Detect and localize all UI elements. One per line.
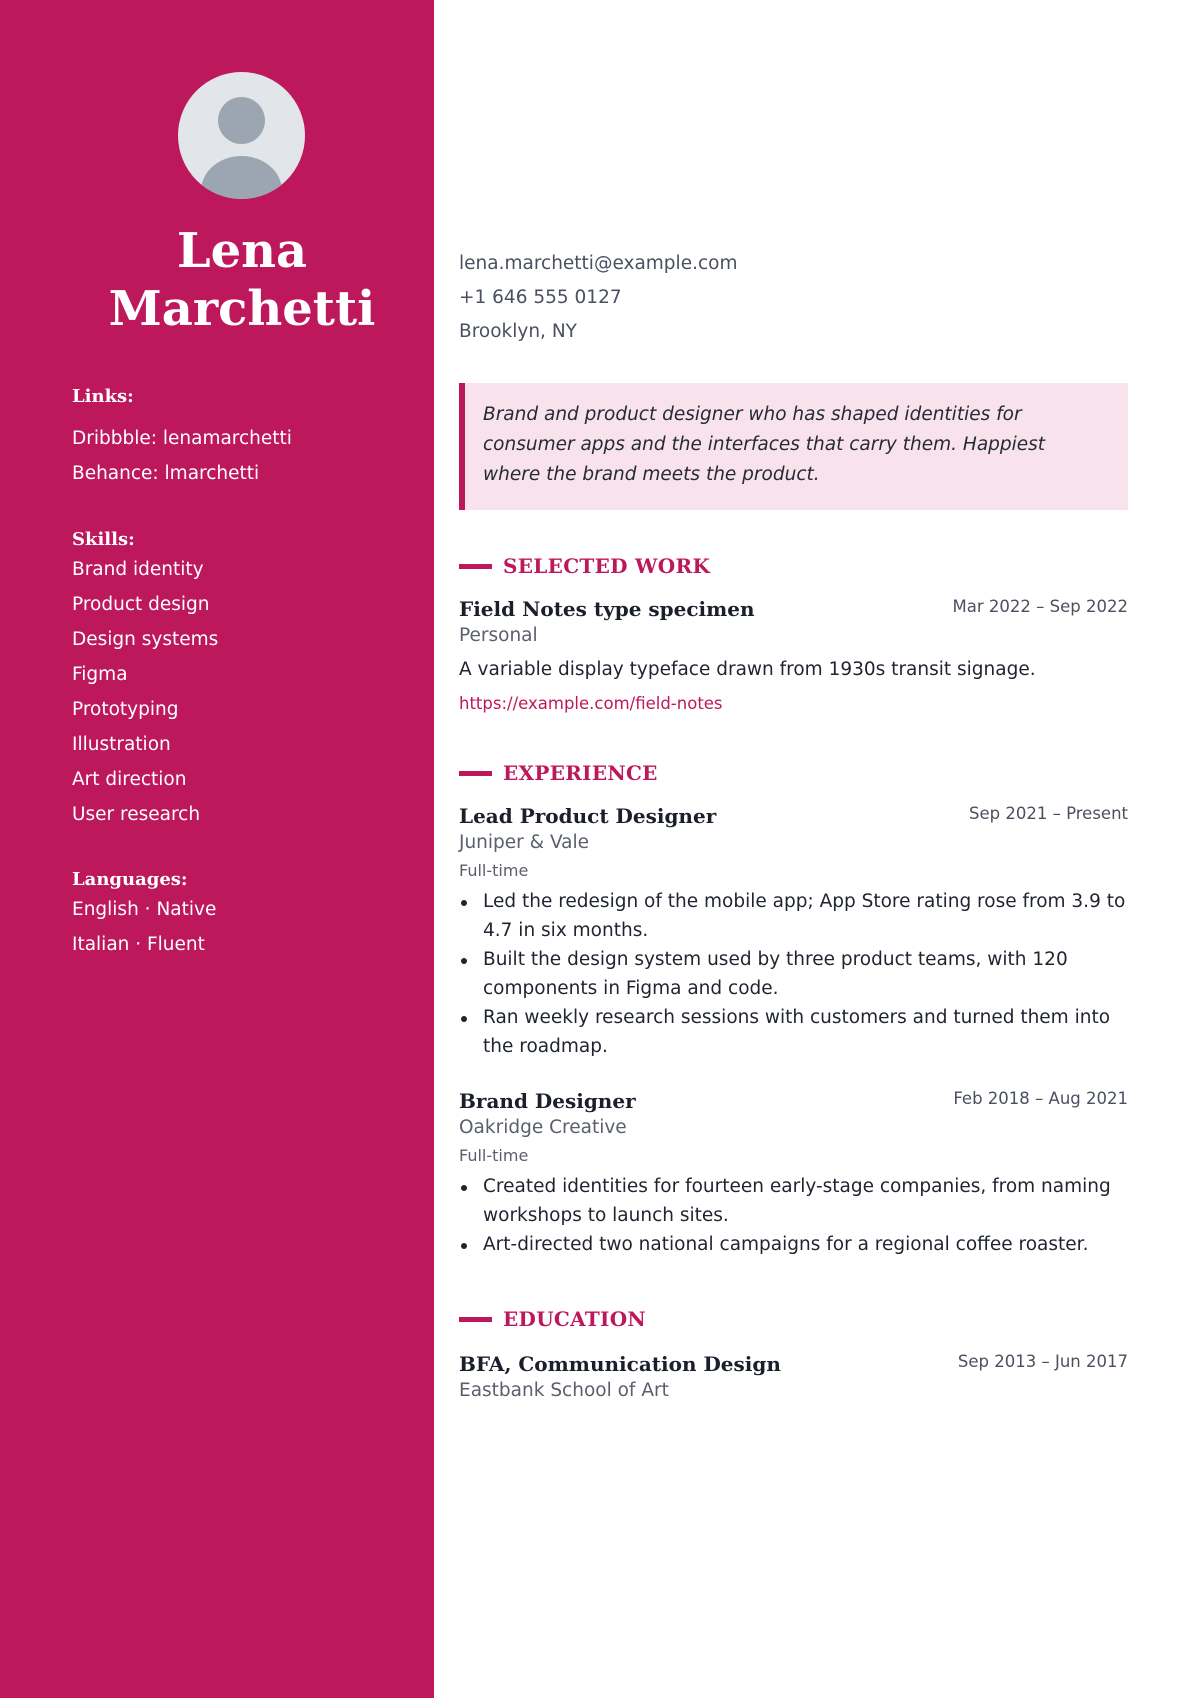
languages-section: [72, 868, 412, 962]
work-title: Field Notes type specimen: [459, 597, 755, 621]
job-bullet: Art-directed two national campaigns for a regional coffee roaster.: [459, 1231, 1128, 1260]
job-type: Full-time: [459, 1146, 529, 1165]
job-entry: [459, 802, 1128, 1062]
job-type: Full-time: [459, 861, 529, 880]
education-entry: [459, 1350, 1128, 1404]
section-title: SELECTED WORK: [503, 554, 711, 578]
avatar-body: [201, 156, 282, 199]
section-title: EDUCATION: [503, 1307, 647, 1331]
selected-work-heading: [459, 554, 710, 578]
skill-item: Prototyping: [72, 699, 179, 720]
sidebar: [0, 0, 434, 1698]
job-entry: [459, 1087, 1128, 1261]
skill-item: Art direction: [72, 769, 187, 790]
summary-text: Brand and product designer who has shaped identities for consumer apps and the interfaces that carry them. Happiest where the brand meets the product.: [483, 404, 1046, 485]
job-date: Feb 2018 – Aug 2021: [953, 1089, 1128, 1108]
avatar-head: [218, 97, 265, 144]
education-date: Sep 2013 – Jun 2017: [957, 1352, 1128, 1371]
skill-item: User research: [72, 804, 201, 825]
job-bullet: Created identities for fourteen early-stage companies, from naming workshops to launch sites.: [459, 1173, 1128, 1230]
work-org: Personal: [459, 625, 538, 646]
links-section: [72, 385, 412, 491]
language-item: English · Native: [72, 899, 217, 920]
person-silhouette-icon: [178, 72, 305, 199]
experience-heading: [459, 761, 658, 785]
job-company: Juniper & Vale: [459, 832, 590, 853]
skill-item: Design systems: [72, 629, 219, 650]
first-name: Lena: [176, 223, 308, 279]
link-behance[interactable]: Behance: lmarchetti: [72, 463, 260, 484]
work-description: A variable display typeface drawn from 1930s transit signage.: [459, 659, 1036, 680]
school-name: Eastbank School of Art: [459, 1380, 669, 1401]
job-bullets: [459, 1173, 1128, 1260]
link-dribbble[interactable]: Dribbble: lenamarchetti: [72, 428, 292, 449]
job-company: Oakridge Creative: [459, 1117, 627, 1138]
section-accent-bar: [459, 771, 492, 776]
job-bullets: [459, 888, 1128, 1061]
skill-item: Illustration: [72, 734, 171, 755]
skill-item: Brand identity: [72, 559, 204, 580]
skills-section: [72, 528, 412, 832]
job-title: Lead Product Designer: [459, 804, 717, 828]
links-heading: Links:: [72, 386, 134, 407]
location: Brooklyn, NY: [459, 321, 577, 342]
section-accent-bar: [459, 1317, 492, 1322]
work-entry: [459, 595, 1128, 716]
last-name: Marchetti: [108, 281, 376, 337]
section-accent-bar: [459, 564, 492, 569]
languages-heading: Languages:: [72, 869, 188, 890]
email[interactable]: lena.marchetti@example.com: [459, 253, 738, 274]
skill-item: Product design: [72, 594, 210, 615]
job-date: Sep 2021 – Present: [969, 804, 1128, 823]
skills-heading: Skills:: [72, 529, 135, 550]
work-link[interactable]: https://example.com/field-notes: [459, 694, 723, 713]
skill-item: Figma: [72, 664, 128, 685]
work-date: Mar 2022 – Sep 2022: [952, 597, 1128, 616]
language-item: Italian · Fluent: [72, 934, 205, 955]
candidate-name: [0, 222, 484, 338]
degree-title: BFA, Communication Design: [459, 1352, 781, 1376]
contact-info: [459, 247, 737, 349]
job-title: Brand Designer: [459, 1089, 636, 1113]
job-bullet: Built the design system used by three product teams, with 120 components in Figma and code.: [459, 946, 1128, 1003]
job-bullet: Led the redesign of the mobile app; App Store rating rose from 3.9 to 4.7 in six months.: [459, 888, 1128, 945]
summary-box: [459, 383, 1128, 510]
education-heading: [459, 1307, 646, 1331]
section-title: EXPERIENCE: [503, 761, 658, 785]
job-bullet: Ran weekly research sessions with customers and turned them into the roadmap.: [459, 1004, 1128, 1061]
phone[interactable]: +1 646 555 0127: [459, 287, 622, 308]
